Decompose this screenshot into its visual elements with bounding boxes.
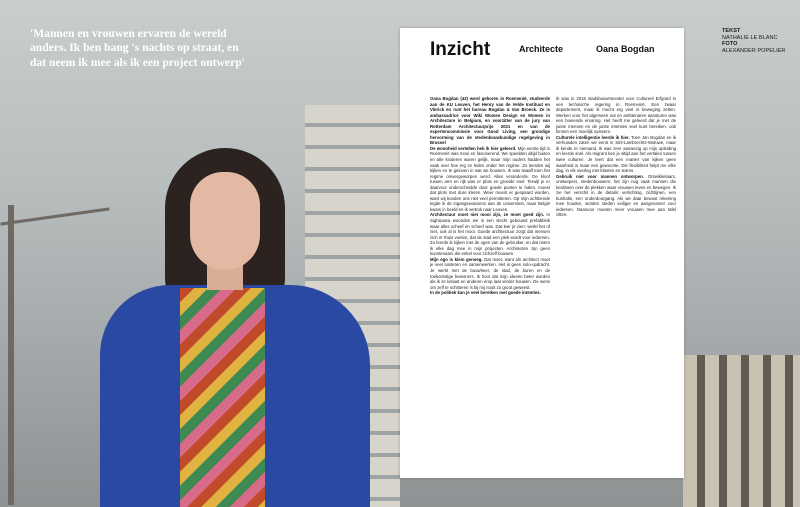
article-column-2 — [556, 96, 676, 472]
credit-photo-value: ALEXANDER POPELIER — [722, 47, 786, 54]
heading-2: Architectuur moet niet mooi zijn, ze moet goed zijn. — [430, 212, 545, 218]
paragraph-5: Toen Jan Bogdan en ik verhuisden zaten we eerst in Sint-Lambrechts-Woluwe, maar ik kende er niemand. Ik was zeer aanwezig op mijn opleiding en leerde snel. Als migrant ben je altijd aan het vertalen tussen twee culturen. Je leert dat een manier van kijken geen waarheid is maar een gewoonte. Die flexibiliteit helpt me elke dag, in elk overleg met klanten en teams. — [556, 134, 676, 174]
heading-4: In de politiek kan je veel bereiken met goede intenties. — [430, 290, 541, 296]
brick-building — [683, 355, 800, 507]
paragraph-6: Ontwikkelaars, ontwerpers, stedenbouwers: het zijn nog vaak mannen die beslissen over de plekken waar vrouwen leven en bewegen. Ik zie het verschil in de details: verlichting, zichtlijnen, een bushalte, een onderdoorgang. Als we daar bewust rekening mee houden, worden steden veiliger en aangenamer voor iedereen. Daarvoor moeten meer vrouwen mee aan tafel zitten. — [556, 173, 676, 218]
credit-text-value: NATHALIE LE BLANC — [722, 34, 778, 41]
paragraph-3: Dat moet, want als architect moet je veel luisteren en samenwerken. Het is geen solo-opdracht. Je werkt met de bouwheer, de stad, de buren en de toekomstige bewoners. Ik hoor dat mijn ideeën beter worden als ik ze loslaat en anderen erop laat verder bouwen. De wens om zelf te schitteren is bij mij nooit zo groot geweest. — [430, 256, 550, 290]
heading-1: De woonheid vertellen heb ik hier geleerd. — [430, 145, 517, 151]
floral-dress — [180, 288, 265, 507]
credits — [722, 28, 792, 54]
credit-text-label: TEKST — [722, 28, 741, 34]
article-column-1 — [430, 96, 550, 476]
paragraph-2: In Sighișoara woonden we in een slecht gebouwd prefabblok waar alles scheef en scheef was. Dat leer je zien: werkt het of niet, ook al is het mooi. Goede architectuur zorgt dat mensen zich er thuis voelen, dat de stad een plek wordt voor iedereen. Zo leerde ik kijken met de ogen van de gebruiker, en dat neem ik elke dag mee in mijn projecten. Architecten zijn geen kunstenaars die enkel voor zichzelf bouwen. — [430, 212, 550, 257]
portrait-woman — [60, 110, 390, 507]
section-category: Architecte — [519, 44, 564, 54]
heading-5: Culturele intelligentie leerde ik hier. — [556, 134, 630, 140]
crane — [8, 205, 14, 505]
face — [190, 172, 260, 270]
article-intro: Oana Bogdan (43) werd geboren in Roemenië, studeerde aan de KU Leuven, het Henry van de Velde Instituut en Vlerick en runt het bureau Bogdan & Van Broeck. Ze is ambassadrice voor Wiki Women Design en Women in Architecture in Belgium, en voorzitter van de jury van Rotterdam Architectuurprijs 2021 en van de expertencommissie voor Good Living, een grondige hervorming van de stedenbouwkundige regelgeving in Brussel — [430, 96, 550, 146]
credit-photo-label: FOTO — [722, 41, 738, 48]
pull-quote: 'Mannen en vrouwen ervaren de wereld anders. Ik ben bang 's nachts op straat, en dat neem ik mee als ik een project ontwerp' — [30, 27, 245, 69]
heading-3: Mijn ego is klein genoeg. — [430, 256, 483, 262]
section-title: Inzicht — [430, 39, 491, 60]
paragraph-1: Mijn eerste tijd in Roemenië was mooi en fascinerend. We speelden altijd buiten en alle kinderen waren gelijk, maar mijn ouders hadden het vaak over hoe erg ze leden onder het regime. Zo leerden wij kijken en te geloven in wat we bouwen. Ik was twaalf toen het regime omvergeworpen werd. Alles veranderde. De kloof tussen arm en rijk was er plots en groeide snel. Terwijl je er daarvoor onderscheidde door goede punten te halen, moest dat plots met dure kleren. Weer moest er gespaard worden, want wij konden ons niet veel permitteren. Op mijn achttiende legde ik de ingangsexamens aan de universiteit, maar België kwam in beeld en ik vertrok naar Leuven. — [430, 145, 550, 212]
interviewee-name: Oana Bogdan — [596, 44, 655, 54]
paragraph-4: Ik was in 2016 stadsbouwmeester voor Cultureel Erfgoed in een technische regering in Roemenië. Een zwaar departement, maar ik mocht erg veel in beweging zetten. Werken voor het algemeen nut en ambtenaren aansturen was een boeiende ervaring. Het heeft me geleerd dat je met de juiste mensen en de juiste intenties veel kunt bereiken, ook binnen een moeilijk systeem. — [556, 96, 676, 135]
heading-6: Gebruik niet voor mannen ontworpen. — [556, 173, 645, 179]
